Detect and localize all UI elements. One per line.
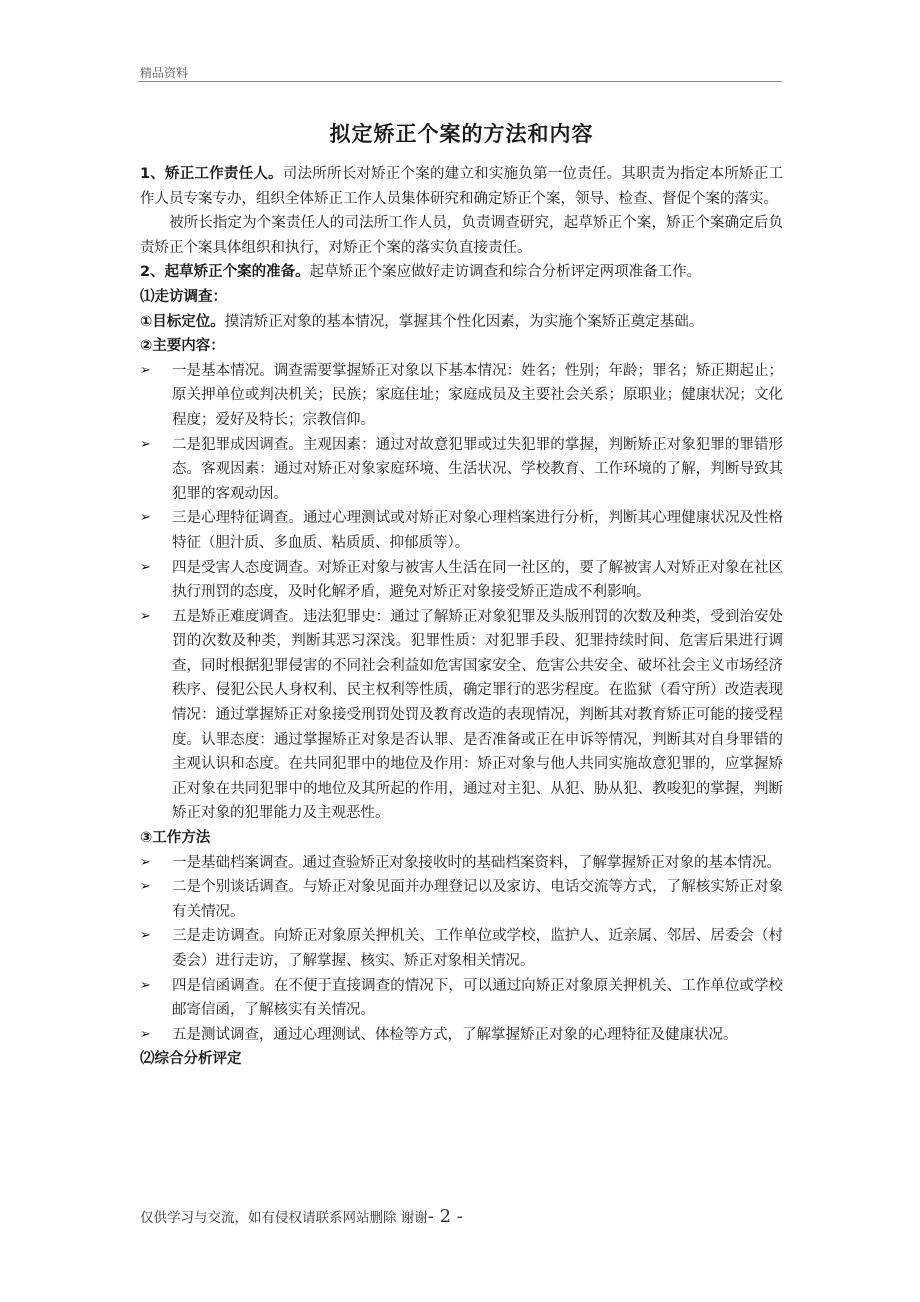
target-text: 摸清矫正对象的基本情况，掌握其个性化因素，为实施个案矫正奠定基础。 bbox=[224, 313, 704, 330]
page-footer bbox=[140, 1206, 463, 1227]
footer-text: 仅供学习与交流，如有侵权请联系网站删除 谢谢 bbox=[140, 1210, 428, 1226]
list-item: ➢ 三是心理特征调查。通过心理测试或对矫正对象心理档案进行分析，判断其心理健康状况及性格特征（胆汁质、多血质、粘质质、抑郁质等）。 bbox=[140, 506, 783, 555]
arrow-bullet-icon: ➢ bbox=[140, 362, 151, 378]
list-item: ➢ 五是测试调查，通过心理测试、体检等方式，了解掌握矫正对象的心理特征及健康状况。 bbox=[140, 1023, 783, 1048]
analysis-heading: ⑵综合分析评定 bbox=[140, 1051, 242, 1068]
list-item: ➢ 一是基本情况。调查需要掌握矫正对象以下基本情况：姓名；性别；年龄；罪名；矫正期起止；原关押单位或判决机关；民族；家庭住址；家庭成员及主要社会关系；原职业；健康状况；文化程度；爱好及特长；宗教信仰。 bbox=[140, 359, 783, 433]
arrow-bullet-icon: ➢ bbox=[140, 879, 151, 895]
list-item: ➢ 四是受害人态度调查。对矫正对象与被害人生活在同一社区的，要了解被害人对矫正对象在社区执行刑罚的态度，及时化解矛盾，避免对矫正对象接受矫正造成不利影响。 bbox=[140, 556, 783, 605]
list-item: ➢ 五是矫正难度调查。违法犯罪史：通过了解矫正对象犯罪及头版刑罚的次数及种类，受到治安处罚的次数及种类，判断其恶习深浅。犯罪性质：对犯罪手段、犯罪持续时间、危害后果进行调查，同时根据犯罪侵害的不同社会利益如危害国家安全、危害公共安全、破坏社会主义市场经济秩序、侵犯公民人身权利、民主权利等性质，确定罪行的恶劣程度。在监狱（看守所）改造表现情况：通过掌握矫正对象接受刑罚处罚及教育改造的表现情况，判断其对教育矫正可能的接受程度。认罪态度：通过掌握矫正对象是否认罪、是否准备或正在申诉等情况，判断其对自身罪错的主观认识和态度。在共同犯罪中的地位及作用：矫正对象与他人共同实施故意犯罪的，应掌握矫正对象在共同犯罪中的地位及其所起的作用，通过对主犯、从犯、胁从犯、教唆犯的掌握，判断矫正对象的犯罪能力及主观恶性。 bbox=[140, 605, 783, 826]
list-item: ➢ 一是基础档案调查。通过查验矫正对象接收时的基础档案资料，了解掌握矫正对象的基本情况。 bbox=[140, 851, 783, 876]
arrow-bullet-icon: ➢ bbox=[140, 608, 151, 624]
arrow-bullet-icon: ➢ bbox=[140, 559, 151, 575]
section-1-label: 1、矫正工作责任人。 bbox=[140, 166, 283, 182]
arrow-bullet-icon: ➢ bbox=[140, 977, 151, 993]
section-1-paragraph-2: 被所长指定为个案责任人的司法所工作人员，负责调查研究，起草矫正个案，矫正个案确定后负责矫正个案具体组织和执行，对矫正个案的落实负直接责任。 bbox=[140, 215, 783, 256]
survey-heading: ⑴走访调查： bbox=[140, 288, 227, 305]
document-title: 拟定矫正个案的方法和内容 bbox=[329, 122, 594, 146]
method-list bbox=[140, 851, 783, 1048]
arrow-bullet-icon: ➢ bbox=[140, 928, 151, 944]
list-item: ➢ 三是走访调查。向矫正对象原关押机关、工作单位或学校，监护人、近亲属、邻居、居委会（村委会）进行走访，了解掌握、核实、矫正对象相关情况。 bbox=[140, 924, 783, 973]
header-divider bbox=[138, 81, 782, 82]
section-2-label: 2、起草矫正个案的准备。 bbox=[140, 264, 310, 281]
section-2-paragraph bbox=[140, 260, 783, 285]
main-content-heading: ②主要内容： bbox=[140, 338, 225, 355]
page-number: - 2 - bbox=[427, 1206, 463, 1227]
main-content-list bbox=[140, 359, 783, 826]
list-item: ➢ 二是犯罪成因调查。主观因素：通过对故意犯罪或过失犯罪的掌握，判断矫正对象犯罪的罪错形态。客观因素：通过对矫正对象家庭环境、生活状况、学校教育、工作环境的了解，判断导致其犯罪的客观动因。 bbox=[140, 433, 783, 507]
arrow-bullet-icon: ➢ bbox=[140, 436, 151, 452]
arrow-bullet-icon: ➢ bbox=[140, 854, 151, 870]
list-item: ➢ 二是个别谈话调查。与矫正对象见面并办理登记以及家访、电话交流等方式，了解核实矫正对象有关情况。 bbox=[140, 875, 783, 924]
method-heading: ③工作方法 bbox=[140, 830, 211, 847]
page-header: 精品资料 bbox=[140, 66, 189, 80]
document-body bbox=[140, 118, 783, 1072]
arrow-bullet-icon: ➢ bbox=[140, 510, 151, 526]
list-item: ➢ 四是信函调查。在不便于直接调查的情况下，可以通过向矫正对象原关押机关、工作单位或学校邮寄信函，了解核实有关情况。 bbox=[140, 974, 783, 1023]
section-2-text: 起草矫正个案应做好走访调查和综合分析评定两项准备工作。 bbox=[309, 264, 702, 281]
section-1-paragraph bbox=[140, 162, 783, 211]
section-1-text: 司法所所长对矫正个案的建立和实施负第一位责任。其职责为指定本所矫正工作人员专案专办，组织全体矫正工作人员集体研究和确定矫正个案，领导、检查、督促个案的落实。 bbox=[140, 166, 783, 207]
target-paragraph bbox=[140, 310, 783, 335]
target-label: ①目标定位。 bbox=[140, 313, 225, 330]
arrow-bullet-icon: ➢ bbox=[140, 1026, 151, 1042]
